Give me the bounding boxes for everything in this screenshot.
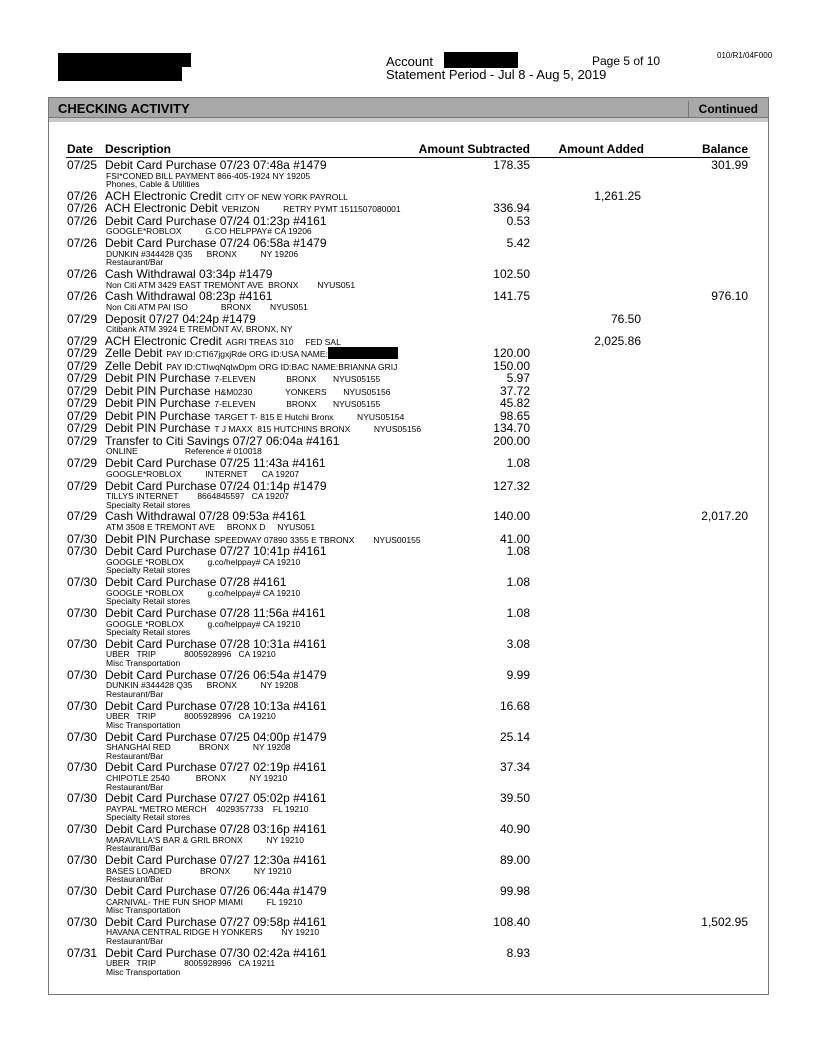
transaction-detail-line: GOOGLE*ROBLOX INTERNET CA 19207 [106, 468, 300, 479]
transaction-date: 07/29 [67, 311, 98, 326]
transaction-title: Debit PIN Purchase [105, 383, 211, 398]
transaction-date: 07/30 [67, 531, 98, 546]
transaction-row [0, 290, 816, 312]
transaction-detail-line: FSI*CONED BILL PAYMENT 866-405-1924 NY 19205 [106, 170, 311, 181]
transaction-detail-line: CHIPOTLE 2540 BRONX NY 19210 [106, 772, 288, 783]
section-title: CHECKING ACTIVITY [58, 101, 190, 116]
transaction-row [0, 638, 816, 669]
transaction-title: Debit Card Purchase 07/24 01:23p #4161 [105, 213, 327, 228]
transaction-row [0, 435, 816, 457]
amount-subtracted: 134.70 [493, 421, 530, 436]
amount-subtracted: 127.32 [493, 478, 530, 493]
transaction-date: 07/30 [67, 544, 98, 559]
transaction-row [0, 215, 816, 237]
transaction-date: 07/26 [67, 236, 98, 251]
amount-subtracted: 120.00 [493, 346, 530, 361]
amount-subtracted: 1.08 [506, 456, 530, 471]
header-amount-subtracted: Amount Subtracted [418, 142, 530, 156]
transaction-row [0, 823, 816, 854]
transaction-date: 07/26 [67, 267, 98, 282]
transaction-detail-line: MARAVILLA'S BAR & GRIL BRONX NY 19210 [106, 834, 304, 845]
transaction-date: 07/29 [67, 478, 98, 493]
transaction-detail-line: Restaurant/Bar [106, 843, 164, 854]
transaction-row [0, 159, 816, 190]
transaction-detail-line: HAVANA CENTRAL RIDGE H YONKERS NY 19210 [106, 927, 320, 938]
transaction-date: 07/30 [67, 575, 98, 590]
amount-subtracted: 16.68 [499, 698, 530, 713]
transaction-row [0, 669, 816, 700]
transaction-detail-line: Restaurant/Bar [106, 936, 164, 947]
balance: 1,502.95 [701, 914, 748, 929]
amount-subtracted: 0.53 [506, 213, 530, 228]
transaction-title: Transfer to Citi Savings 07/27 06:04a #4161 [105, 433, 340, 448]
transaction-detail-line: TILLYS INTERNET 8664845597 CA 19207 [106, 491, 290, 502]
transaction-detail-line: CARNIVAL- THE FUN SHOP MIAMI FL 19210 [106, 896, 303, 907]
transaction-title: Debit Card Purchase 07/26 06:44a #1479 [105, 884, 327, 899]
transaction-detail-line: UBER TRIP 8005928996 CA 19210 [106, 649, 276, 660]
transaction-detail-line: Citibank ATM 3924 E TREMONT AV, BRONX, NY [106, 324, 293, 335]
amount-subtracted: 1.08 [506, 544, 530, 559]
transaction-title: ACH Electronic Credit [105, 333, 222, 348]
redacted-name [328, 347, 398, 359]
transaction-title: Debit Card Purchase 07/27 12:30a #4161 [105, 853, 327, 868]
transaction-inline-detail: 7-ELEVEN BRONX NYUS05155 [214, 399, 381, 410]
transaction-title: Debit PIN Purchase [105, 396, 211, 411]
transaction-row [0, 313, 816, 335]
transaction-date: 07/29 [67, 421, 98, 436]
transaction-detail-line: BASES LOADED BRONX NY 19210 [106, 865, 292, 876]
transaction-title: Debit PIN Purchase [105, 371, 211, 386]
transaction-detail-line: Restaurant/Bar [106, 781, 164, 792]
amount-subtracted: 1.08 [506, 575, 530, 590]
transaction-date: 07/26 [67, 213, 98, 228]
transaction-date: 07/30 [67, 884, 98, 899]
amount-subtracted: 25.14 [499, 729, 530, 744]
transaction-title: Debit Card Purchase 07/28 10:13a #4161 [105, 698, 327, 713]
transaction-detail-line: Specialty Retail stores [106, 596, 191, 607]
transaction-title: Debit Card Purchase 07/28 #4161 [105, 575, 287, 590]
transaction-detail-line: UBER TRIP 8005928996 CA 19211 [106, 958, 276, 969]
transaction-detail-line: Misc Transportation [106, 966, 181, 977]
transaction-row [0, 607, 816, 638]
transaction-date: 07/29 [67, 371, 98, 386]
transaction-detail-line: Restaurant/Bar [106, 874, 164, 885]
transaction-detail-line: GOOGLE *ROBLOX g.co/helppay# CA 19210 [106, 556, 301, 567]
transaction-title: Debit PIN Purchase [105, 408, 211, 423]
transaction-inline-detail: PAY ID:CTIwqNqlwDpm ORG ID:BAC NAME:BRIANNA GRIJ [166, 361, 398, 372]
transaction-row [0, 731, 816, 762]
transaction-title: Debit Card Purchase 07/25 04:00p #1479 [105, 729, 327, 744]
transaction-detail-line: GOOGLE*ROBLOX G.CO HELPPAY# CA 19206 [106, 226, 312, 237]
transaction-detail-line: GOOGLE *ROBLOX g.co/helppay# CA 19210 [106, 587, 301, 598]
transaction-date: 07/29 [67, 396, 98, 411]
amount-subtracted: 37.34 [499, 760, 530, 775]
amount-subtracted: 108.40 [493, 914, 530, 929]
transaction-row [0, 916, 816, 947]
transaction-date: 07/26 [67, 188, 98, 203]
page-number: Page 5 of 10 [592, 54, 661, 68]
transaction-date: 07/30 [67, 698, 98, 713]
transaction-date: 07/30 [67, 606, 98, 621]
amount-subtracted: 5.97 [506, 371, 530, 386]
amount-subtracted: 1.08 [506, 606, 530, 621]
redacted-account-number [444, 52, 518, 68]
transaction-detail-line: Specialty Retail stores [106, 499, 191, 510]
amount-subtracted: 200.00 [493, 433, 530, 448]
transaction-date: 07/26 [67, 289, 98, 304]
transaction-title: Debit Card Purchase 07/27 10:41p #4161 [105, 544, 327, 559]
amount-added: 1,261.25 [594, 188, 641, 203]
transaction-list [0, 159, 816, 978]
transaction-row [0, 700, 816, 731]
amount-added: 2,025.86 [594, 333, 641, 348]
amount-added: 76.50 [610, 311, 641, 326]
transaction-detail-line: PAYPAL *METRO MERCH 4029357733 FL 19210 [106, 803, 309, 814]
continued-label: Continued [688, 101, 768, 117]
header-description: Description [105, 142, 172, 156]
transaction-title: Zelle Debit [105, 346, 163, 361]
transaction-row [0, 576, 816, 607]
amount-subtracted: 141.75 [493, 289, 530, 304]
amount-subtracted: 102.50 [493, 267, 530, 282]
amount-subtracted: 140.00 [493, 509, 530, 524]
transaction-date: 07/29 [67, 456, 98, 471]
transaction-date: 07/30 [67, 636, 98, 651]
amount-subtracted: 41.00 [499, 531, 530, 546]
transaction-title: Debit PIN Purchase [105, 421, 211, 436]
transaction-title: ACH Electronic Credit [105, 188, 222, 203]
transaction-date: 07/30 [67, 822, 98, 837]
transaction-inline-detail: H&M0230 YONKERS NYUS05156 [214, 386, 391, 397]
balance: 976.10 [711, 289, 748, 304]
amount-subtracted: 3.08 [506, 636, 530, 651]
transaction-row [0, 510, 816, 532]
transaction-row [0, 457, 816, 479]
transaction-date: 07/29 [67, 408, 98, 423]
transaction-title: Debit Card Purchase 07/27 09:58p #4161 [105, 914, 327, 929]
transaction-date: 07/30 [67, 791, 98, 806]
transaction-date: 07/29 [67, 346, 98, 361]
transaction-title: Debit Card Purchase 07/24 06:58a #1479 [105, 236, 327, 251]
transaction-row [0, 237, 816, 268]
amount-subtracted: 9.99 [506, 667, 530, 682]
amount-subtracted: 98.65 [499, 408, 530, 423]
transaction-title: Debit Card Purchase 07/28 10:31a #4161 [105, 636, 327, 651]
redacted-logo-top [58, 53, 191, 67]
transaction-title: Debit Card Purchase 07/28 03:16p #4161 [105, 822, 327, 837]
statement-period: Statement Period - Jul 8 - Aug 5, 2019 [386, 67, 607, 82]
transaction-row [0, 545, 816, 576]
transaction-date: 07/25 [67, 158, 98, 172]
transaction-title: Zelle Debit [105, 358, 163, 373]
transaction-title: Cash Withdrawal 07/28 09:53a #4161 [105, 509, 306, 524]
header-balance: Balance [701, 142, 748, 156]
transaction-inline-detail: VERIZON RETRY PYMT 1511507080001 [221, 204, 401, 215]
transaction-inline-detail: PAY ID:CTI67jgxjRde ORG ID:USA NAME: [166, 349, 328, 360]
transaction-title: Debit Card Purchase 07/28 11:56a #4161 [105, 606, 326, 621]
transaction-detail-line: Phones, Cable & Utilities [106, 179, 200, 190]
transaction-date: 07/29 [67, 383, 98, 398]
transaction-date: 07/30 [67, 667, 98, 682]
transaction-row [0, 480, 816, 511]
transaction-title: ACH Electronic Debit [105, 201, 218, 216]
transaction-title: Cash Withdrawal 03:34p #1479 [105, 267, 273, 282]
balance: 301.99 [711, 158, 748, 172]
transaction-detail-line: UBER TRIP 8005928996 CA 19210 [106, 711, 276, 722]
transaction-title: Deposit 07/27 04:24p #1479 [105, 311, 256, 326]
transaction-detail-line: Specialty Retail stores [106, 627, 191, 638]
amount-subtracted: 8.93 [506, 945, 530, 960]
transaction-title: Debit Card Purchase 07/27 05:02p #4161 [105, 791, 327, 806]
transaction-date: 07/30 [67, 729, 98, 744]
amount-subtracted: 150.00 [493, 358, 530, 373]
transaction-detail-line: Misc Transportation [106, 658, 181, 669]
transaction-date: 07/31 [67, 945, 98, 960]
transaction-inline-detail: TARGET T- 815 E Hutchi Bronx NYUS05154 [214, 411, 405, 422]
transaction-date: 07/29 [67, 509, 98, 524]
transaction-detail-line: ATM 3508 E TREMONT AVE BRONX D NYUS051 [106, 521, 316, 532]
transaction-row [0, 761, 816, 792]
amount-subtracted: 5.42 [506, 236, 530, 251]
transaction-title: Debit PIN Purchase [105, 531, 211, 546]
transaction-inline-detail: AGRI TREAS 310 FED SAL [225, 336, 341, 347]
transaction-title: Debit Card Purchase 07/26 06:54a #1479 [105, 667, 327, 682]
transaction-row [0, 947, 816, 978]
transaction-row [0, 885, 816, 916]
transaction-detail-line: Non Citi ATM 3429 EAST TREMONT AVE BRONX NYUS051 [106, 279, 356, 290]
transaction-date: 07/30 [67, 760, 98, 775]
amount-subtracted: 45.82 [499, 396, 530, 411]
transaction-detail-line: DUNKIN #344428 Q35 BRONX NY 19206 [106, 248, 299, 259]
header-date: Date [67, 142, 94, 156]
form-code: 010/R1/04F000 [717, 51, 773, 60]
column-headers [0, 142, 816, 156]
transaction-detail-line: Misc Transportation [106, 719, 181, 730]
transaction-detail-line: Misc Transportation [106, 905, 181, 916]
transaction-title: Debit Card Purchase 07/27 02:19p #4161 [105, 760, 327, 775]
transaction-detail-line: SHANGHAI RED BRONX NY 19208 [106, 742, 291, 753]
transaction-title: Debit Card Purchase 07/24 01:14p #1479 [105, 478, 327, 493]
amount-subtracted: 37.72 [499, 383, 530, 398]
transaction-date: 07/29 [67, 333, 98, 348]
header-amount-added: Amount Added [558, 142, 644, 156]
transaction-detail-line: ONLINE Reference # 010018 [106, 446, 262, 457]
amount-subtracted: 178.35 [493, 158, 530, 172]
transaction-inline-detail: CITY OF NEW YORK PAYROLL [225, 191, 348, 202]
transaction-row [0, 268, 816, 290]
section-header-bar [49, 98, 768, 118]
transaction-detail-line: Specialty Retail stores [106, 565, 191, 576]
transaction-row [0, 854, 816, 885]
transaction-date: 07/30 [67, 853, 98, 868]
transaction-row [0, 792, 816, 823]
amount-subtracted: 336.94 [493, 201, 530, 216]
transaction-date: 07/30 [67, 914, 98, 929]
redacted-logo-bottom [58, 67, 182, 81]
transaction-detail-line: Specialty Retail stores [106, 812, 191, 823]
transaction-inline-detail: 7-ELEVEN BRONX NYUS05155 [214, 374, 381, 385]
transaction-inline-detail: SPEEDWAY 07890 3355 E TBRONX NYUS00155 [214, 534, 421, 545]
transaction-inline-detail: T J MAXX 815 HUTCHINS BRONX NYUS05156 [214, 424, 422, 435]
transaction-title: Cash Withdrawal 08:23p #4161 [105, 289, 273, 304]
amount-subtracted: 89.00 [499, 853, 530, 868]
transaction-detail-line: Non Citi ATM PAI ISO BRONX NYUS051 [106, 301, 308, 312]
transaction-detail-line: DUNKIN #344428 Q35 BRONX NY 19208 [106, 680, 299, 691]
transaction-title: Debit Card Purchase 07/25 11:43a #4161 [105, 456, 326, 471]
amount-subtracted: 39.50 [499, 791, 530, 806]
transaction-detail-line: Restaurant/Bar [106, 750, 164, 761]
amount-subtracted: 40.90 [499, 822, 530, 837]
transaction-detail-line: Restaurant/Bar [106, 688, 164, 699]
amount-subtracted: 99.98 [499, 884, 530, 899]
transaction-detail-line: GOOGLE *ROBLOX g.co/helppay# CA 19210 [106, 618, 301, 629]
transaction-detail-line: Restaurant/Bar [106, 257, 164, 268]
section-subbar [49, 118, 768, 122]
transaction-title: Debit Card Purchase 07/23 07:48a #1479 [105, 158, 327, 172]
transaction-title: Debit Card Purchase 07/30 02:42a #4161 [105, 945, 327, 960]
transaction-date: 07/26 [67, 201, 98, 216]
account-label: Account [386, 54, 433, 69]
transaction-date: 07/29 [67, 358, 98, 373]
balance: 2,017.20 [701, 509, 748, 524]
transaction-date: 07/29 [67, 433, 98, 448]
